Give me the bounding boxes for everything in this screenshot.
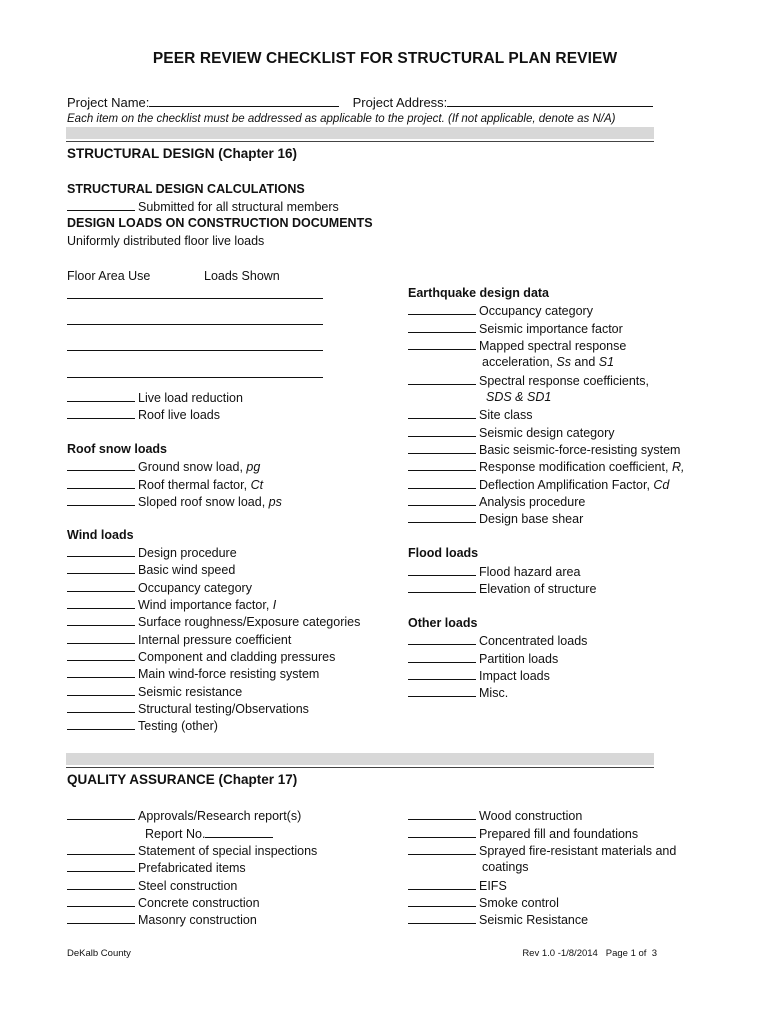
checkbox-line[interactable] — [67, 683, 135, 696]
checklist-item — [67, 389, 243, 407]
checkbox-line[interactable] — [67, 717, 135, 730]
item-label: Analysis procedure — [479, 495, 586, 509]
item-label: Misc. — [479, 686, 509, 700]
section-divider — [66, 767, 654, 768]
checklist-item — [408, 510, 583, 528]
checklist-item — [408, 372, 649, 390]
uniform-label: Uniformly distributed floor live loads — [67, 234, 265, 248]
item-label: Masonry construction — [138, 913, 257, 927]
checkbox-line[interactable] — [408, 667, 476, 680]
item-label: Roof thermal factor, — [138, 478, 251, 492]
checkbox-line[interactable] — [408, 458, 476, 471]
checklist-item — [408, 632, 587, 650]
checkbox-line[interactable] — [67, 631, 135, 644]
item-label: Submitted for all structural members — [138, 200, 339, 214]
checkbox-line[interactable] — [67, 476, 135, 489]
checklist-item — [67, 476, 263, 494]
item-label: Flood hazard area — [479, 565, 581, 579]
item-label: Steel construction — [138, 879, 238, 893]
item-label: Seismic importance factor — [479, 322, 623, 336]
item-label: Basic seismic-force-resisting system — [479, 443, 681, 457]
checkbox-line[interactable] — [408, 650, 476, 663]
checklist-item — [408, 441, 680, 459]
item-label: Partition loads — [479, 652, 559, 666]
item-label: Sprayed fire-resistant materials and — [479, 844, 677, 858]
checklist-item — [67, 700, 309, 718]
checklist-item — [408, 302, 593, 320]
item-variable: Cd — [653, 478, 670, 492]
floor-entry-line[interactable] — [67, 324, 323, 325]
checklist-item — [408, 406, 533, 424]
structural-design-heading: STRUCTURAL DESIGN (Chapter 16) — [67, 146, 298, 161]
project-info-row — [67, 94, 653, 111]
item-variable: R, — [671, 460, 685, 474]
item-variable: ps — [268, 495, 282, 509]
item-label: Smoke control — [479, 896, 559, 910]
checkbox-line[interactable] — [67, 544, 135, 557]
checklist-item — [67, 665, 319, 683]
checklist-item — [408, 476, 669, 494]
item-label: Wind importance factor, — [138, 598, 273, 612]
checklist-item — [67, 561, 235, 579]
item-label: Elevation of structure — [479, 582, 597, 596]
checkbox-line[interactable] — [408, 406, 476, 419]
item-label: Surface roughness/Exposure categories — [138, 615, 361, 629]
checkbox-line[interactable] — [408, 563, 476, 576]
checkbox-line[interactable] — [408, 424, 476, 437]
instruction-text: Each item on the checklist must be addressed as applicable to the project. (If not applicable, denote as N/A) — [67, 113, 616, 125]
item-label: Concentrated loads — [479, 634, 588, 648]
checkbox-line[interactable] — [67, 406, 135, 419]
section-divider — [66, 141, 654, 142]
checkbox-line[interactable] — [67, 894, 135, 907]
loads-heading: DESIGN LOADS ON CONSTRUCTION DOCUMENTS — [67, 216, 373, 230]
footer-right: Rev 1.0 -1/8/2014 Page 1 of 3 — [522, 948, 657, 959]
item-label: Basic wind speed — [138, 563, 236, 577]
item-label: Response modification coefficient, — [479, 460, 672, 474]
checkbox-line[interactable] — [67, 859, 135, 872]
checkbox-line[interactable] — [408, 302, 476, 315]
item-label: Sloped roof snow load, — [138, 495, 269, 509]
item-variable: S1 — [598, 355, 615, 369]
item-label: Design procedure — [138, 546, 237, 560]
project-name-label: Project Name: — [67, 95, 150, 110]
item-variable: Ct — [250, 478, 264, 492]
item-variable: I — [272, 598, 277, 612]
checklist-item — [408, 684, 508, 702]
roof-snow-heading: Roof snow loads — [67, 442, 167, 456]
page-title: PEER REVIEW CHECKLIST FOR STRUCTURAL PLAN REVIEW — [152, 50, 618, 67]
item-variable: SDS — [486, 390, 512, 404]
report-no-field[interactable] — [205, 825, 273, 838]
checkbox-line[interactable] — [67, 579, 135, 592]
item-label: Ground snow load, — [138, 460, 247, 474]
checkbox-line[interactable] — [408, 807, 476, 820]
checkbox-line[interactable] — [408, 684, 476, 697]
floor-entry-line[interactable] — [67, 377, 323, 378]
footer-left: DeKalb County — [67, 948, 131, 959]
checklist-item — [67, 406, 220, 424]
checklist-item — [408, 877, 507, 895]
floor-area-use-label: Floor Area Use — [67, 269, 151, 283]
checklist-item — [67, 493, 282, 511]
floor-entry-line[interactable] — [67, 350, 323, 351]
checklist-item — [67, 911, 257, 929]
checkbox-line[interactable] — [67, 493, 135, 506]
project-address-label: Project Address: — [352, 95, 448, 110]
item-label: acceleration, — [482, 355, 557, 369]
item-label: Deflection Amplification Factor, — [479, 478, 654, 492]
item-label: Internal pressure coefficient — [138, 633, 292, 647]
calc-item — [67, 198, 339, 216]
checkbox-line[interactable] — [67, 561, 135, 574]
item-label: Site class — [479, 408, 533, 422]
checkbox-line[interactable] — [67, 458, 135, 471]
checkbox-line[interactable] — [408, 911, 476, 924]
checklist-item — [67, 717, 218, 735]
checklist-item — [67, 613, 360, 631]
checkbox-line[interactable] — [408, 825, 476, 838]
item-label: Impact loads — [479, 669, 550, 683]
item-label: Roof live loads — [138, 408, 220, 422]
checkbox-line[interactable] — [67, 198, 135, 211]
item-label: Mapped spectral response — [479, 339, 627, 353]
checklist-item — [408, 667, 550, 685]
item-label: Component and cladding pressures — [138, 650, 336, 664]
item-continuation — [486, 389, 551, 406]
item-label: Concrete construction — [138, 896, 260, 910]
checklist-item — [67, 579, 252, 597]
checkbox-line[interactable] — [408, 580, 476, 593]
project-address-field[interactable] — [447, 94, 653, 107]
checklist-item — [408, 825, 638, 843]
item-label: Wood construction — [479, 809, 583, 823]
checkbox-line[interactable] — [408, 632, 476, 645]
item-label: Occupancy category — [138, 581, 252, 595]
item-label: and — [570, 355, 599, 369]
checklist-item — [67, 648, 335, 666]
wind-heading: Wind loads — [67, 528, 134, 542]
item-label: Main wind-force resisting system — [138, 667, 320, 681]
checkbox-line[interactable] — [408, 320, 476, 333]
checklist-item — [67, 458, 260, 476]
checklist-item — [408, 424, 614, 442]
other-loads-heading: Other loads — [408, 616, 478, 630]
floor-entry-line[interactable] — [67, 298, 323, 299]
item-label: Occupancy category — [479, 304, 593, 318]
report-no-row — [145, 825, 273, 843]
checklist-item — [408, 894, 559, 912]
checkbox-line[interactable] — [67, 648, 135, 661]
item-label: Seismic resistance — [138, 685, 243, 699]
flood-heading: Flood loads — [408, 546, 479, 560]
checklist-item — [67, 807, 301, 825]
item-label: Approvals/Research report(s) — [138, 809, 302, 823]
checklist-item — [408, 911, 588, 929]
checklist-item — [408, 580, 596, 598]
checkbox-line[interactable] — [408, 894, 476, 907]
checklist-item — [408, 842, 676, 860]
checklist-item — [67, 544, 237, 562]
item-label: Testing (other) — [138, 719, 218, 733]
quality-assurance-heading: QUALITY ASSURANCE (Chapter 17) — [67, 772, 298, 787]
checklist-item — [67, 842, 317, 860]
item-label: Design base shear — [479, 512, 584, 526]
item-label: & — [511, 390, 527, 404]
checklist-item — [408, 563, 580, 581]
item-label: Statement of special inspections — [138, 844, 318, 858]
item-label: Spectral response coefficients, — [479, 374, 650, 388]
item-continuation — [482, 354, 614, 371]
calc-heading: STRUCTURAL DESIGN CALCULATIONS — [67, 182, 305, 196]
section-bar — [66, 127, 654, 139]
checkbox-line[interactable] — [67, 911, 135, 924]
checklist-item — [67, 631, 291, 649]
checklist-item — [408, 493, 585, 511]
checkbox-line[interactable] — [67, 665, 135, 678]
checklist-item — [67, 877, 237, 895]
checklist-item — [408, 458, 684, 476]
checkbox-line[interactable] — [67, 807, 135, 820]
checklist-item — [67, 859, 246, 877]
checkbox-line[interactable] — [67, 389, 135, 402]
checkbox-line[interactable] — [408, 493, 476, 506]
item-label: Seismic Resistance — [479, 913, 589, 927]
checkbox-line[interactable] — [408, 441, 476, 454]
checklist-item — [67, 683, 242, 701]
item-label: EIFS — [479, 879, 507, 893]
item-label: Seismic design category — [479, 426, 615, 440]
report-no-label: Report No. — [145, 827, 206, 841]
checklist-item — [408, 807, 582, 825]
checkbox-line[interactable] — [67, 842, 135, 855]
checkbox-line[interactable] — [408, 510, 476, 523]
checklist-item — [408, 337, 626, 355]
checklist-item — [408, 650, 558, 668]
checkbox-line[interactable] — [408, 476, 476, 489]
loads-shown-label: Loads Shown — [204, 269, 280, 283]
checkbox-line[interactable] — [67, 877, 135, 890]
checklist-item — [408, 320, 623, 338]
item-continuation: coatings — [482, 860, 529, 874]
checklist-item — [67, 596, 276, 614]
checkbox-line[interactable] — [408, 337, 476, 350]
checkbox-line[interactable] — [408, 372, 476, 385]
checkbox-line[interactable] — [408, 842, 476, 855]
checkbox-line[interactable] — [67, 596, 135, 609]
checkbox-line[interactable] — [67, 700, 135, 713]
checkbox-line[interactable] — [408, 877, 476, 890]
earthquake-heading: Earthquake design data — [408, 286, 550, 300]
item-label: Structural testing/Observations — [138, 702, 309, 716]
section-bar — [66, 753, 654, 765]
item-label: Live load reduction — [138, 391, 243, 405]
project-name-field[interactable] — [149, 94, 339, 107]
item-variable: Ss — [556, 355, 571, 369]
item-variable: SD1 — [527, 390, 552, 404]
checkbox-line[interactable] — [67, 613, 135, 626]
item-variable: pg — [246, 460, 261, 474]
item-label: Prefabricated items — [138, 861, 246, 875]
item-label: Prepared fill and foundations — [479, 827, 639, 841]
checklist-item — [67, 894, 260, 912]
